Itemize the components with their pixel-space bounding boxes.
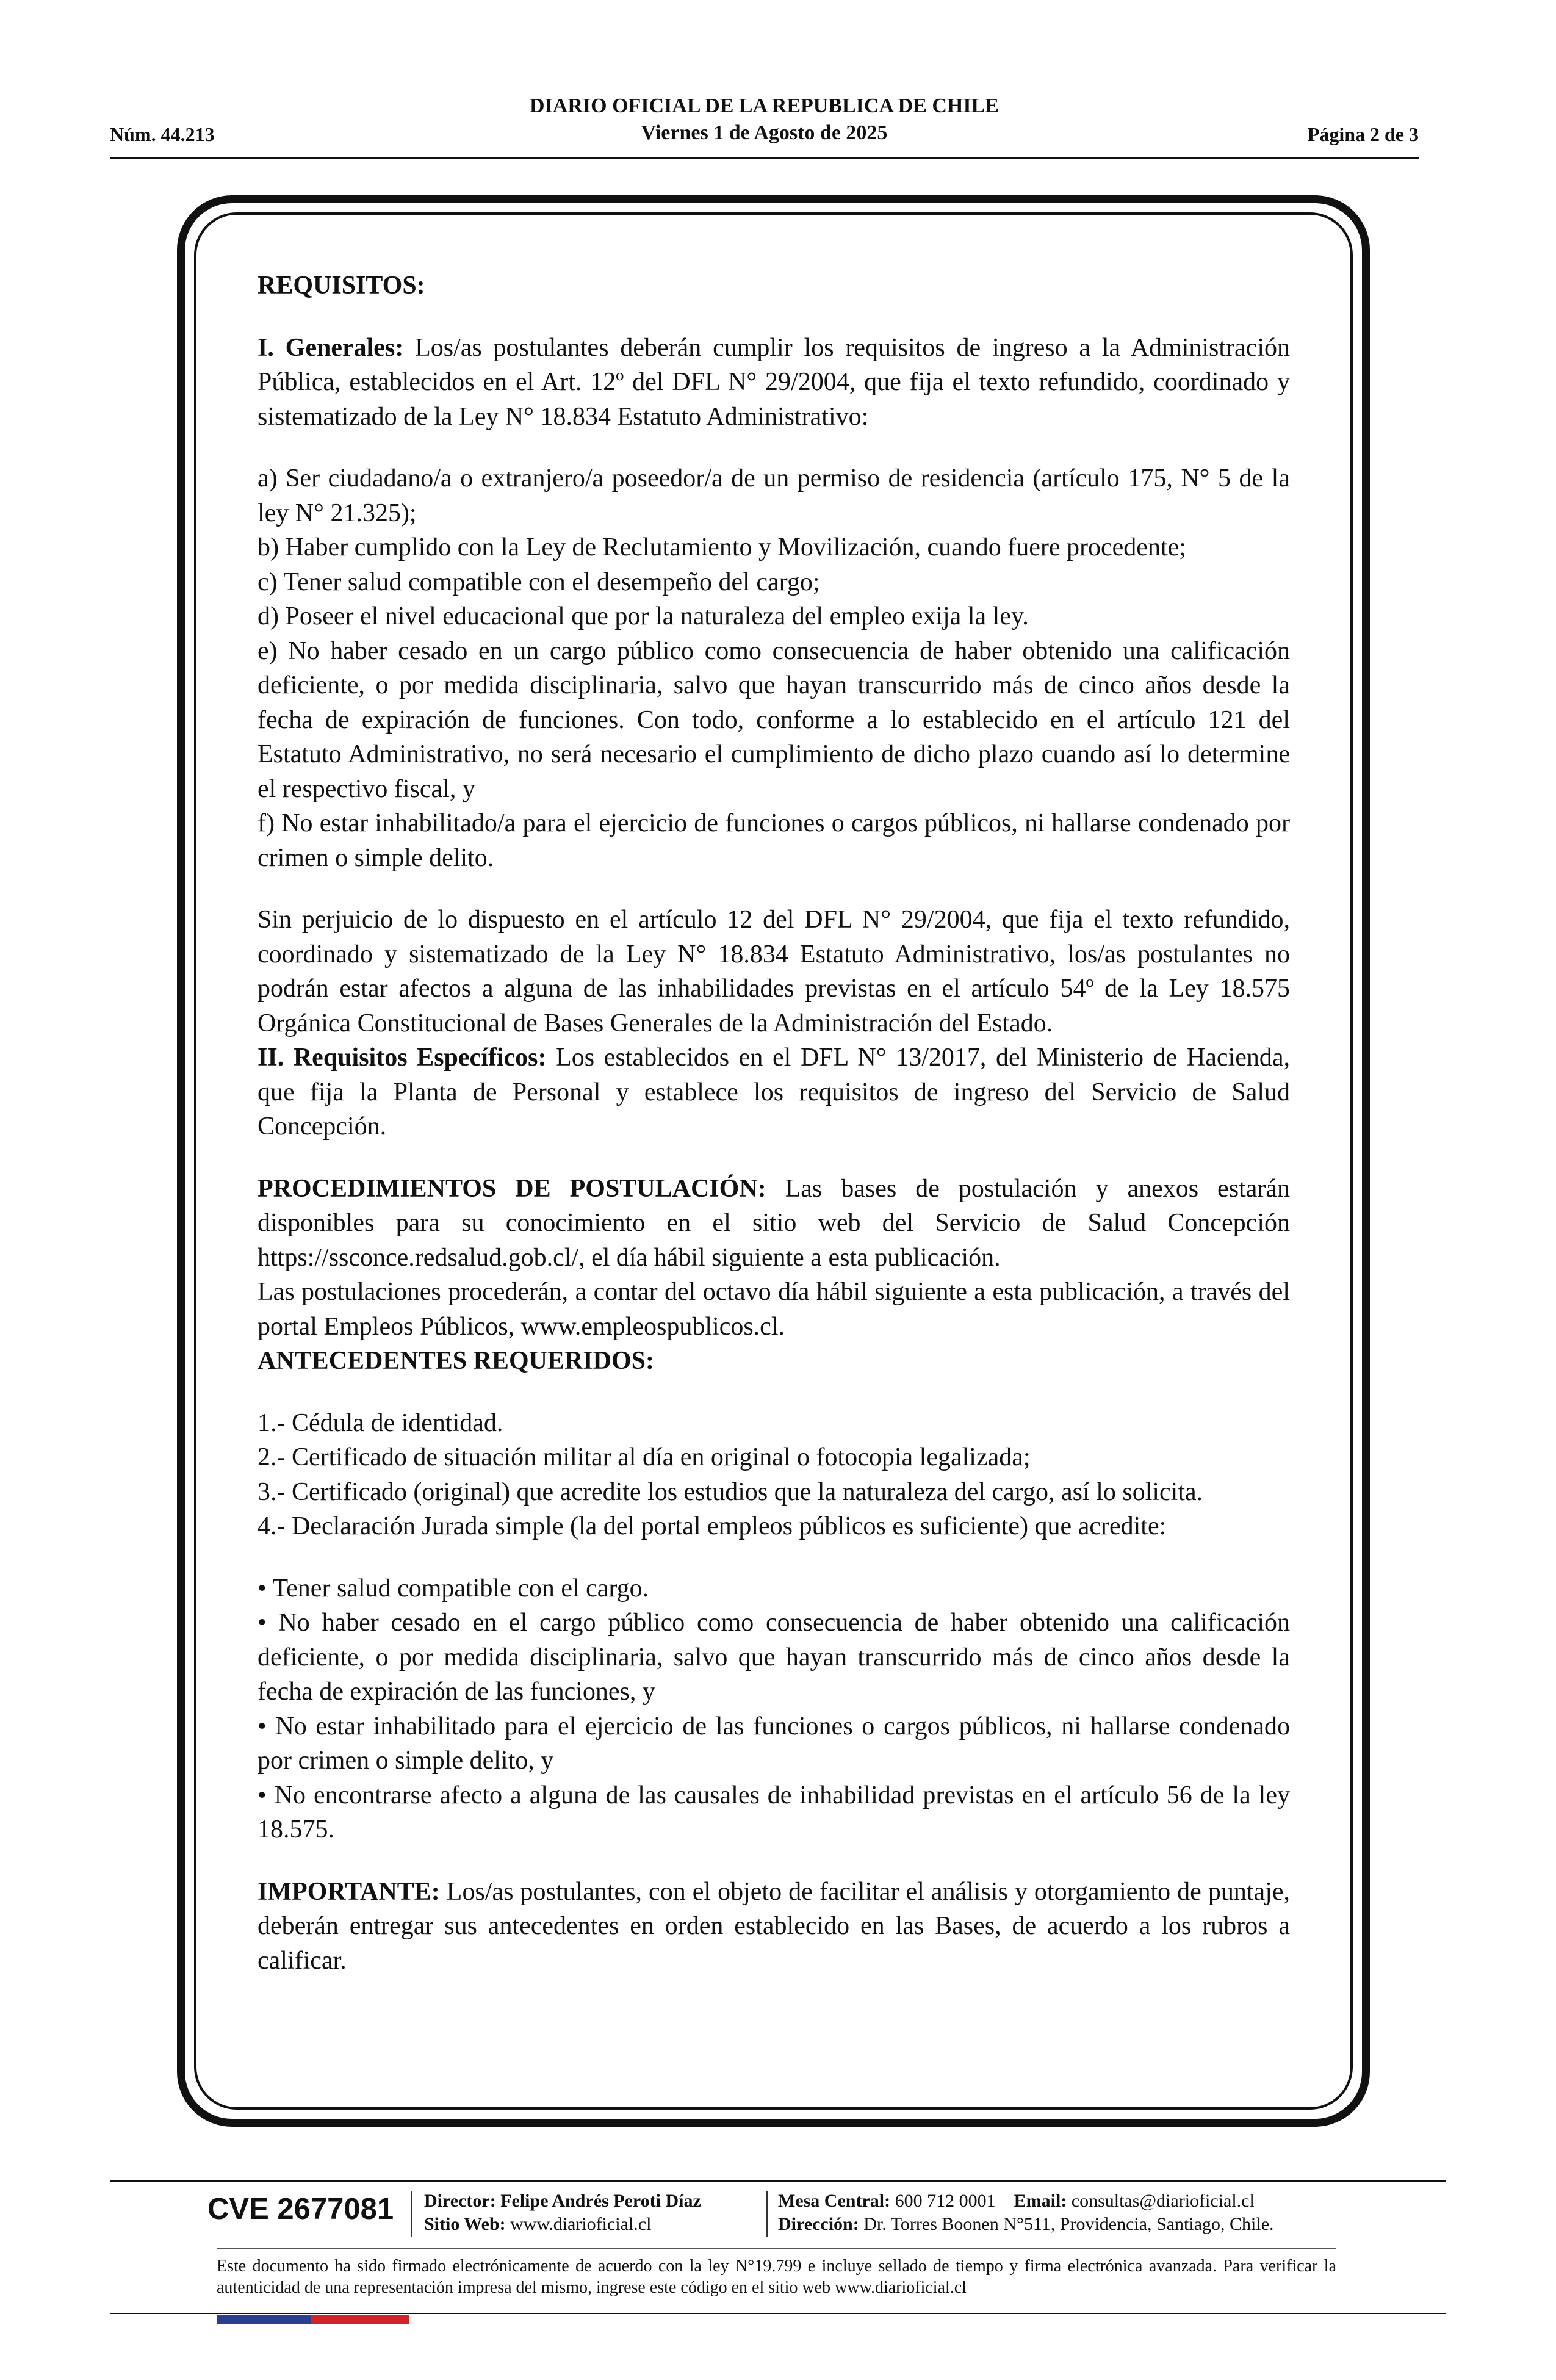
mesa-value: 600 712 0001 [890,2191,996,2211]
general-item: f) No estar inhabilitado/a para el ejercicio de funciones o cargos públicos, ni hallarse condenado por crimen o simple delito. [258,809,1290,872]
address-line [778,2213,1274,2236]
footer-divider-bottom [110,2313,1446,2314]
direccion-value: Dr. Torres Boonen N°511, Providencia, Santiago, Chile. [859,2214,1274,2234]
contact-line [778,2190,1274,2213]
generales-text: Los/as postulantes deberán cumplir los requisitos de ingreso a la Administración Pública, establecidos en el Art. 12º del DFL N° 29/2004, que fija el texto refundido, coordinado y sistematizado de la Ley N° 18.834 Estatuto Administrativo: [258,333,1290,431]
notice-body [258,269,1290,1978]
direccion-label: Dirección: [778,2214,859,2234]
bullet-item: • Tener salud compatible con el cargo. [258,1574,649,1603]
bullet-item: • No haber cesado en el cargo público como consecuencia de haber obtenido una calificación deficiente, o por medida disciplinaria, salvo que hayan transcurrido más de cinco años desde la fecha de expiración de las funciones, y [258,1609,1290,1706]
page-header [110,93,1419,160]
general-item: a) Ser ciudadano/a o extranjero/a poseedor/a de un permiso de residencia (artículo 175, N° 5 de la ley N° 21.325); [258,464,1290,527]
director-line [424,2190,701,2213]
procedimientos-text: Las bases de postulación y anexos estarán disponibles para su conocimiento en el sitio web del Servicio de Salud Concepción https://ssconce.redsalud.gob.cl/, el día hábil siguiente a esta publicación. [258,1174,1290,1272]
director-name: Felipe Andrés Peroti Díaz [495,2191,701,2211]
issue-number: Núm. 44.213 [110,123,215,145]
site-link[interactable]: www.diarioficial.cl [505,2214,652,2234]
importante-text: Los/as postulantes, con el objeto de facilitar el análisis y otorgamiento de puntaje, deberán entregar sus antecedentes en orden establecido en las Bases, de acuerdo a los rubros a calificar. [258,1877,1290,1975]
postulaciones-paragraph: Las postulaciones procederán, a contar del octavo día hábil siguiente a esta publicación, a través del portal Empleos Públicos, www.empleospublicos.cl. [258,1278,1290,1341]
general-item: d) Poseer el nivel educacional que por la naturaleza del empleo exija la ley. [258,602,1029,630]
general-item: c) Tener salud compatible con el desempeño del cargo; [258,568,820,596]
generales-paragraph [258,331,1290,435]
footer-separator [766,2191,768,2237]
flag-stripe-red [311,2315,409,2324]
procedimientos-paragraph [258,1172,1290,1275]
site-label: Sitio Web: [424,2214,506,2234]
footer-divider-top [110,2180,1446,2182]
importante-paragraph [258,1875,1290,1978]
especificos-text: Los establecidos en el DFL N° 13/2017, del Ministerio de Hacienda, que fija la Planta de Personal y establece los requisitos de ingreso del Servicio de Salud Concepción. [258,1044,1290,1141]
bullet-item: • No encontrarse afecto a alguna de las causales de inhabilidad previstas en el artículo 56 de la ley 18.575. [258,1781,1290,1844]
antecedente-item: 2.- Certificado de situación militar al día en original o fotocopia legalizada; [258,1443,1031,1471]
site-line [424,2213,701,2236]
especificos-label: II. Requisitos Específicos: [258,1044,547,1072]
bullet-item: • No estar inhabilitado para el ejercicio de las funciones o cargos públicos, ni hallarse condenado por crimen o simple delito, y [258,1712,1290,1775]
sin-perjuicio-paragraph: Sin perjuicio de lo dispuesto en el artículo 12 del DFL N° 29/2004, que fija el texto refundido, coordinado y sistematizado de la Ley N° 18.834 Estatuto Administrativo, los/as postulantes no podrán estar afectos a alguna de las inhabilidades previstas en el artículo 54º de la Ley 18.575 Orgánica Constitucional de Bases Generales de la Administración del Estado. [258,906,1290,1037]
page-number: Página 2 de 3 [1307,123,1419,145]
masthead [110,93,1419,146]
footer-divider-mid [217,2248,1336,2249]
general-item: b) Haber cumplido con la Ley de Reclutamiento y Movilización, cuando fuere procedente; [258,533,1186,561]
antecedente-item: 1.- Cédula de identidad. [258,1408,503,1437]
importante-label: IMPORTANTE: [258,1877,440,1906]
publication-title: DIARIO OFICIAL DE LA REPUBLICA DE CHILE [530,95,999,117]
cve-code: CVE 2677081 [207,2193,394,2226]
generales-label: I. Generales: [258,333,404,362]
especificos-paragraph [258,1040,1290,1144]
footer-director-block [424,2190,701,2236]
requisitos-heading: REQUISITOS: [258,272,425,300]
footer-contact-block [778,2190,1274,2236]
publication-date: Viernes 1 de Agosto de 2025 [641,121,888,144]
mesa-label: Mesa Central: [778,2191,891,2211]
flag-stripe-blue [217,2315,311,2324]
antecedente-item: 3.- Certificado (original) que acredite los estudios que la naturaleza del cargo, así lo solicita. [258,1477,1203,1506]
procedimientos-label: PROCEDIMIENTOS DE POSTULACIÓN: [258,1174,766,1203]
footer-separator [411,2191,412,2237]
legal-notice: Este documento ha sido firmado electrónicamente de acuerdo con la ley N°19.799 e incluye sellado de tiempo y firma electrónica avanzada. Para verificar la autenticidad de una representación impresa del mismo, ingrese este código en el sitio web www.diarioficial.cl [217,2257,1336,2297]
email-label: Email: [1014,2191,1067,2211]
email-link[interactable]: consultas@diarioficial.cl [1067,2191,1255,2211]
antecedente-item: 4.- Declaración Jurada simple (la del portal empleos públicos es suficiente) que acredite: [258,1512,1167,1540]
header-divider [110,157,1419,159]
director-label: Director: [424,2191,496,2211]
general-item: e) No haber cesado en un cargo público como consecuencia de haber obtenido una calificación deficiente, o por medida disciplinaria, salvo que hayan transcurrido más de cinco años desde la fecha de expiración de funciones. Con todo, conforme a lo establecido en el artículo 121 del Estatuto Administrativo, no será necesario el cumplimiento de dicho plazo cuando así lo determine el respectivo fiscal, y [258,636,1290,803]
antecedentes-heading: ANTECEDENTES REQUERIDOS: [258,1347,654,1375]
